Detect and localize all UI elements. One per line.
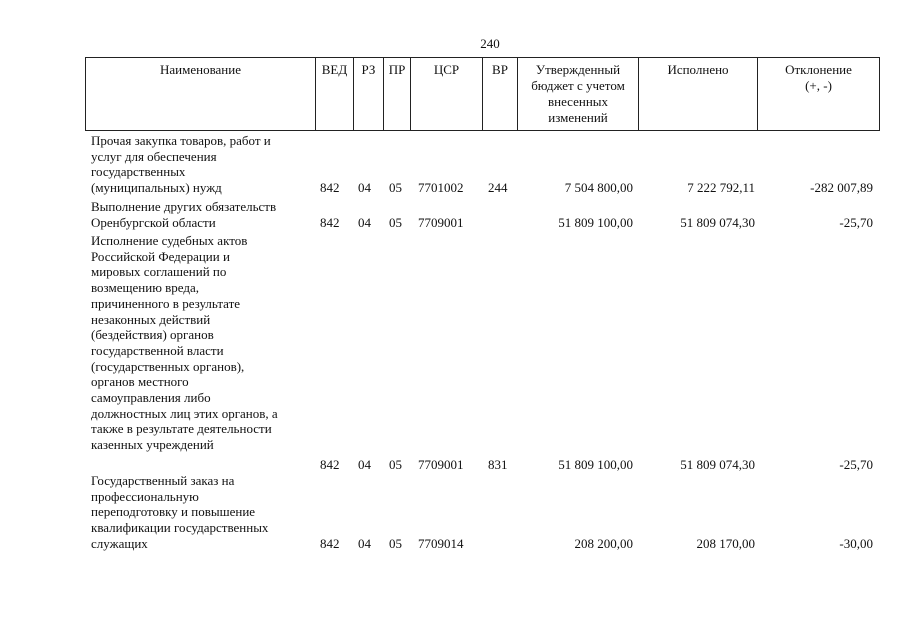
cell-pr: 05	[389, 457, 402, 472]
cell-ved: 842	[320, 215, 340, 230]
cell-budget: 51 809 100,00	[558, 457, 633, 472]
page-number: 240	[480, 36, 500, 51]
cell-ved: 842	[320, 180, 340, 195]
cell-pr: 05	[389, 215, 402, 230]
cell-executed: 51 809 074,30	[680, 215, 755, 230]
cell-vr: 244	[488, 180, 508, 195]
cell-pr: 05	[389, 180, 402, 195]
row-name: Государственный заказ на профессиональную переподготовку и повышение квалификации государственных служащих	[91, 473, 269, 551]
cell-rz: 04	[358, 457, 371, 472]
cell-deviation: -282 007,89	[810, 180, 873, 195]
header-budget: Утвержденный бюджет с учетом внесенных изменений	[518, 58, 639, 130]
cell-executed: 7 222 792,11	[687, 180, 755, 195]
row-name: Выполнение других обязательств Оренбургской области	[91, 199, 277, 230]
cell-budget: 208 200,00	[574, 536, 633, 551]
cell-executed: 51 809 074,30	[680, 457, 755, 472]
cell-deviation: -30,00	[839, 536, 873, 551]
table-row	[0, 133, 905, 197]
cell-csr: 7709001	[418, 215, 464, 230]
cell-csr: 7709014	[418, 536, 464, 551]
cell-vr: 831	[488, 457, 508, 472]
cell-ved: 842	[320, 457, 340, 472]
cell-budget: 7 504 800,00	[564, 180, 633, 195]
cell-pr: 05	[389, 536, 402, 551]
row-name: Прочая закупка товаров, работ и услуг для обеспечения государственных (муниципальных) нужд	[91, 133, 271, 196]
header-rz: РЗ	[354, 58, 384, 130]
header-deviation: Отклонение (+, -)	[785, 62, 852, 93]
cell-csr: 7701002	[418, 180, 464, 195]
table-row	[0, 473, 905, 553]
cell-deviation: -25,70	[839, 215, 873, 230]
cell-budget: 51 809 100,00	[558, 215, 633, 230]
cell-ved: 842	[320, 536, 340, 551]
cell-rz: 04	[358, 536, 371, 551]
header-executed: Исполнено	[639, 58, 758, 130]
row-name: Исполнение судебных актов Российской Федерации и мировых соглашений по возмещению вреда, причиненного в результате незаконных действий (бездействия) органов государственной власти (государственных органов), органов местного самоуправления либо должностных лиц этих органов, а также в результате деятельности казенных учреждений	[91, 233, 278, 453]
header-name: Наименование	[86, 58, 316, 130]
table-header	[85, 57, 880, 131]
header-ved: ВЕД	[316, 58, 354, 130]
cell-deviation: -25,70	[839, 457, 873, 472]
cell-rz: 04	[358, 180, 371, 195]
cell-csr: 7709001	[418, 457, 464, 472]
header-vr: ВР	[483, 58, 518, 130]
header-csr: ЦСР	[411, 58, 483, 130]
cell-rz: 04	[358, 215, 371, 230]
header-pr: ПР	[384, 58, 411, 130]
table-row	[0, 233, 905, 472]
cell-executed: 208 170,00	[696, 536, 755, 551]
table-row	[0, 199, 905, 231]
